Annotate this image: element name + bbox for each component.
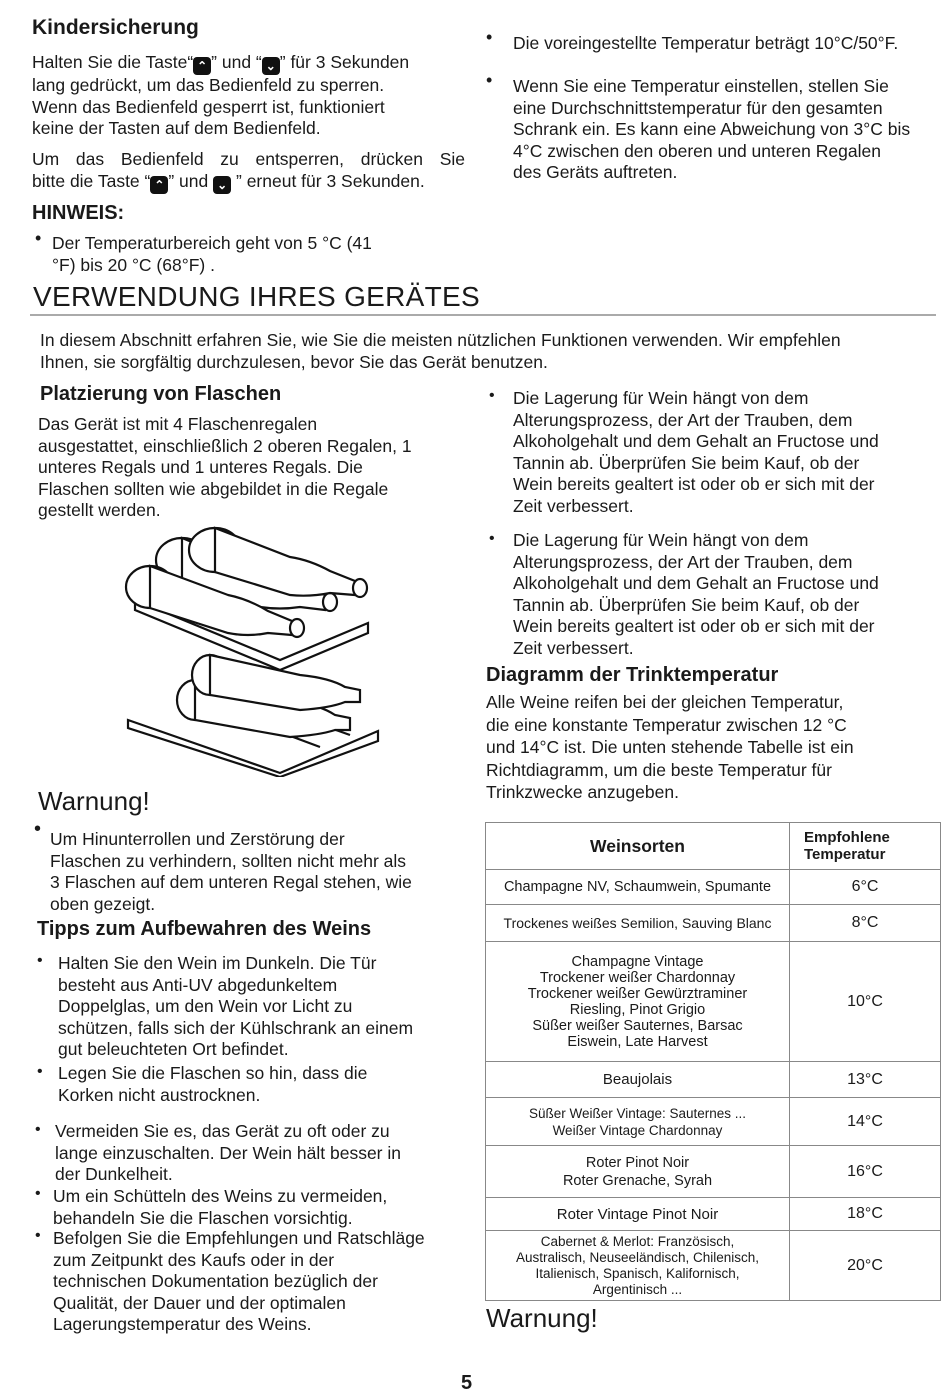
tip-item	[55, 1121, 401, 1186]
storage-line: Wein bereits gealtert ist oder ob er sich mit der	[513, 474, 875, 494]
storage-note	[513, 388, 879, 517]
wine-cell: Champagne NV, Schaumwein, Spumante	[486, 870, 790, 905]
table-row	[486, 1198, 941, 1231]
child-lock-heading: Kindersicherung	[32, 16, 199, 39]
tip-line: Befolgen Sie die Empfehlungen und Ratschläge	[53, 1228, 425, 1248]
bottle-shelf-illustration	[120, 515, 385, 777]
child-lock-paragraph	[32, 52, 409, 140]
bullet-icon: •	[35, 228, 42, 248]
wine-line: Trockener weißer Gewürztraminer	[527, 985, 748, 1002]
note-line: eine Durchschnittstemperatur für den gesamten	[513, 97, 883, 118]
tip-item	[53, 1186, 387, 1229]
storage-line: Alkoholgehalt und dem Gehalt an Fructose und	[513, 431, 879, 451]
table-row	[486, 1231, 941, 1301]
tip-item	[53, 1228, 425, 1336]
note-line: 4°C zwischen den oberen und unteren Regalen	[513, 140, 881, 161]
intro-line: In diesem Abschnitt erfahren Sie, wie Sie die meisten nützlichen Funktionen verwenden. Wir empfehlen	[40, 330, 841, 350]
wine-line: Süßer Weißer Vintage: Sauternes ...	[528, 1105, 747, 1121]
unlock-text-b: ” und	[168, 170, 209, 191]
tip-line: Doppelglas, um den Wein vor Licht zu	[58, 996, 353, 1016]
intro-line: Ihnen, sie sorgfältig durchzulesen, bevor Sie das Gerät benutzen.	[40, 351, 548, 372]
tip-line: gut beleuchteten Ort befindet.	[58, 1039, 289, 1059]
lock-text-line2: lang gedrückt, um das Bedienfeld zu sperren.	[32, 75, 385, 95]
bullet-icon: •	[486, 27, 493, 47]
tip-line: Lagerungstemperatur des Weins.	[53, 1314, 312, 1334]
lock-text-line4: keine der Tasten auf dem Bedienfeld.	[32, 118, 321, 138]
down-key-icon: ⌄	[262, 57, 280, 75]
wine-line: Eiswein, Late Harvest	[567, 1033, 708, 1050]
up-key-icon: ⌃	[193, 57, 211, 75]
storage-line: Die Lagerung für Wein hängt von dem	[513, 530, 809, 550]
diagram-line: Alle Weine reifen bei der gleichen Temperatur,	[486, 692, 844, 712]
bullet-icon: •	[35, 1227, 41, 1244]
tip-line: zum Zeitpunkt des Kaufs oder in der	[53, 1249, 335, 1270]
temp-cell: 20°C	[790, 1231, 941, 1301]
table-row	[486, 1098, 941, 1146]
up-key-icon: ⌃	[150, 176, 168, 194]
temp-cell: 16°C	[790, 1146, 941, 1198]
tip-line: lange einzuschalten. Der Wein hält besser in	[55, 1142, 401, 1163]
unlock-line1: Um das Bedienfeld zu entsperren, drücken Sie	[32, 149, 465, 169]
wine-temperature-table	[485, 822, 941, 1301]
bullet-icon: •	[37, 1063, 43, 1080]
wine-line: Roter Pinot Noir	[585, 1154, 690, 1171]
temp-cell: 8°C	[790, 905, 941, 942]
tip-line: Korken nicht austrocknen.	[58, 1084, 261, 1105]
storage-line: Tannin ab. Überprüfen Sie beim Kauf, ob der	[513, 594, 860, 615]
unlock-text-a: bitte die Taste “	[32, 170, 151, 191]
section-title: VERWENDUNG IHRES GERÄTES	[33, 281, 480, 312]
wine-cell	[486, 942, 790, 1062]
range-line2: °F) bis 20 °C (68°F) .	[52, 254, 215, 275]
tip-line: besteht aus Anti-UV abgedunkeltem	[58, 974, 338, 995]
bullet-icon: •	[489, 530, 495, 547]
wine-cell: Beaujolais	[486, 1062, 790, 1098]
diagram-line: die eine konstante Temperatur zwischen 12 °C	[486, 714, 847, 735]
note-line: Wenn Sie eine Temperatur einstellen, stellen Sie	[513, 76, 889, 96]
temperature-range-note	[52, 233, 372, 276]
table-header-wine: Weinsorten	[486, 823, 790, 870]
wine-line: Australisch, Neuseeländisch, Chilenisch,	[515, 1249, 760, 1265]
storage-line: Zeit verbessert.	[513, 495, 634, 516]
lock-text-c: ” für 3 Sekunden	[279, 52, 410, 72]
page-number: 5	[461, 1372, 473, 1394]
tip-line: schützen, falls sich der Kühlschrank an einem	[58, 1017, 414, 1038]
wine-cell	[486, 1146, 790, 1198]
wine-line: Cabernet & Merlot: Französisch,	[540, 1233, 735, 1249]
warning-line: Flaschen zu verhindern, sollten nicht mehr als	[50, 850, 407, 871]
placement-line: gestellt werden.	[38, 500, 161, 520]
section-divider	[30, 314, 936, 316]
wine-line: Trockener weißer Chardonnay	[539, 969, 736, 986]
temp-cell: 18°C	[790, 1198, 941, 1231]
hinweis-heading: HINWEIS:	[32, 202, 125, 224]
tip-line: technischen Dokumentation bezüglich der	[53, 1271, 378, 1291]
tip-line: der Dunkelheit.	[55, 1164, 173, 1184]
wine-line: Italienisch, Spanisch, Kalifornisch,	[535, 1265, 740, 1281]
unlock-text-c: ” erneut für 3 Sekunden.	[236, 170, 425, 191]
lock-text-a: Halten Sie die Taste“	[32, 52, 194, 72]
temp-cell: 13°C	[790, 1062, 941, 1098]
lock-text-line3: Wenn das Bedienfeld gesperrt ist, funktioniert	[32, 96, 385, 117]
storage-line: Alterungsprozess, der Art der Trauben, dem	[513, 551, 853, 572]
note-line: Schrank ein. Es kann eine Abweichung von 3°C bis	[513, 119, 911, 139]
tip-line: Legen Sie die Flaschen so hin, dass die	[58, 1063, 368, 1083]
placement-paragraph	[38, 414, 412, 522]
warning-text	[50, 829, 412, 915]
tip-line: Halten Sie den Wein im Dunkeln. Die Tür	[58, 953, 377, 973]
tip-item	[58, 953, 413, 1061]
diagram-line: Trinkzwecke anzugeben.	[486, 782, 679, 802]
tip-line: Um ein Schütteln des Weins zu vermeiden,	[53, 1186, 388, 1206]
placement-heading: Platzierung von Flaschen	[40, 383, 282, 405]
warning-heading: Warnung!	[38, 786, 150, 816]
preset-temp-note: Die voreingestellte Temperatur beträgt 10°C/50°F.	[513, 33, 899, 53]
wine-cell: Trockenes weißes Semilion, Sauving Blanc	[486, 905, 790, 942]
storage-line: Tannin ab. Überprüfen Sie beim Kauf, ob der	[513, 452, 860, 473]
temp-cell: 14°C	[790, 1098, 941, 1146]
tip-line: Qualität, der Dauer und der optimalen	[53, 1292, 346, 1313]
wine-line: Argentinisch ...	[592, 1281, 683, 1297]
table-header-temp: Empfohlene Temperatur	[790, 823, 941, 870]
diagram-line: Richtdiagramm, um die beste Temperatur für	[486, 759, 832, 780]
temp-setting-note	[513, 76, 910, 184]
placement-line: ausgestattet, einschließlich 2 oberen Regalen, 1	[38, 435, 412, 456]
down-key-icon: ⌄	[213, 176, 231, 194]
storage-line: Alterungsprozess, der Art der Trauben, dem	[513, 409, 853, 430]
bullet-icon: •	[37, 952, 43, 969]
wine-cell	[486, 1098, 790, 1146]
lock-text-b: ” und “	[211, 52, 262, 72]
wine-line: Champagne Vintage	[571, 953, 704, 970]
warning-line: 3 Flaschen auf dem unteren Regal stehen, wie	[50, 872, 412, 892]
wine-cell: Roter Vintage Pinot Noir	[486, 1198, 790, 1231]
tips-heading: Tipps zum Aufbewahren des Weins	[37, 918, 372, 940]
warning-line: Um Hinunterrollen und Zerstörung der	[50, 829, 345, 849]
section-intro	[40, 330, 841, 373]
storage-line: Alkoholgehalt und dem Gehalt an Fructose und	[513, 573, 879, 593]
bullet-icon: •	[34, 818, 42, 840]
table-row	[486, 1062, 941, 1098]
storage-line: Zeit verbessert.	[513, 637, 634, 658]
bullet-icon: •	[35, 1185, 41, 1202]
lower-bottles	[177, 655, 360, 737]
placement-line: unteres Regals und 1 unteres Regals. Die	[38, 457, 363, 477]
tip-line: Vermeiden Sie es, das Gerät zu oft oder zu	[55, 1121, 390, 1141]
table-row	[486, 1146, 941, 1198]
bullet-icon: •	[35, 1121, 41, 1138]
tip-line: behandeln Sie die Flaschen vorsichtig.	[53, 1207, 353, 1228]
storage-line: Die Lagerung für Wein hängt von dem	[513, 388, 809, 408]
placement-line: Flaschen sollten wie abgebildet in die Regale	[38, 478, 389, 499]
wine-cell	[486, 1231, 790, 1301]
tip-item	[58, 1063, 367, 1106]
diagram-line: und 14°C ist. Die unten stehende Tabelle ist ein	[486, 737, 854, 757]
temp-cell: 6°C	[790, 870, 941, 905]
table-row	[486, 942, 941, 1062]
wine-line: Süßer weißer Sauternes, Barsac	[532, 1017, 743, 1034]
bullet-icon: •	[486, 70, 493, 90]
wine-line: Roter Grenache, Syrah	[562, 1172, 713, 1189]
bullet-icon: •	[489, 387, 495, 404]
table-row	[486, 905, 941, 942]
storage-line: Wein bereits gealtert ist oder ob er sich mit der	[513, 616, 875, 636]
warning-heading-2: Warnung!	[486, 1303, 598, 1333]
note-line: des Geräts auftreten.	[513, 162, 678, 182]
drinking-temp-paragraph	[486, 691, 854, 804]
wine-line: Weißer Vintage Chardonnay	[552, 1122, 723, 1138]
temp-cell: 10°C	[790, 942, 941, 1062]
placement-line: Das Gerät ist mit 4 Flaschenregalen	[38, 414, 318, 434]
drinking-temp-heading: Diagramm der Trinktemperatur	[486, 664, 779, 686]
table-row	[486, 870, 941, 905]
unlock-paragraph	[32, 149, 465, 194]
warning-line: oben gezeigt.	[50, 893, 156, 914]
wine-line: Riesling, Pinot Grigio	[569, 1001, 706, 1018]
range-line1: Der Temperaturbereich geht von 5 °C (41	[52, 233, 372, 253]
storage-note	[513, 530, 879, 659]
